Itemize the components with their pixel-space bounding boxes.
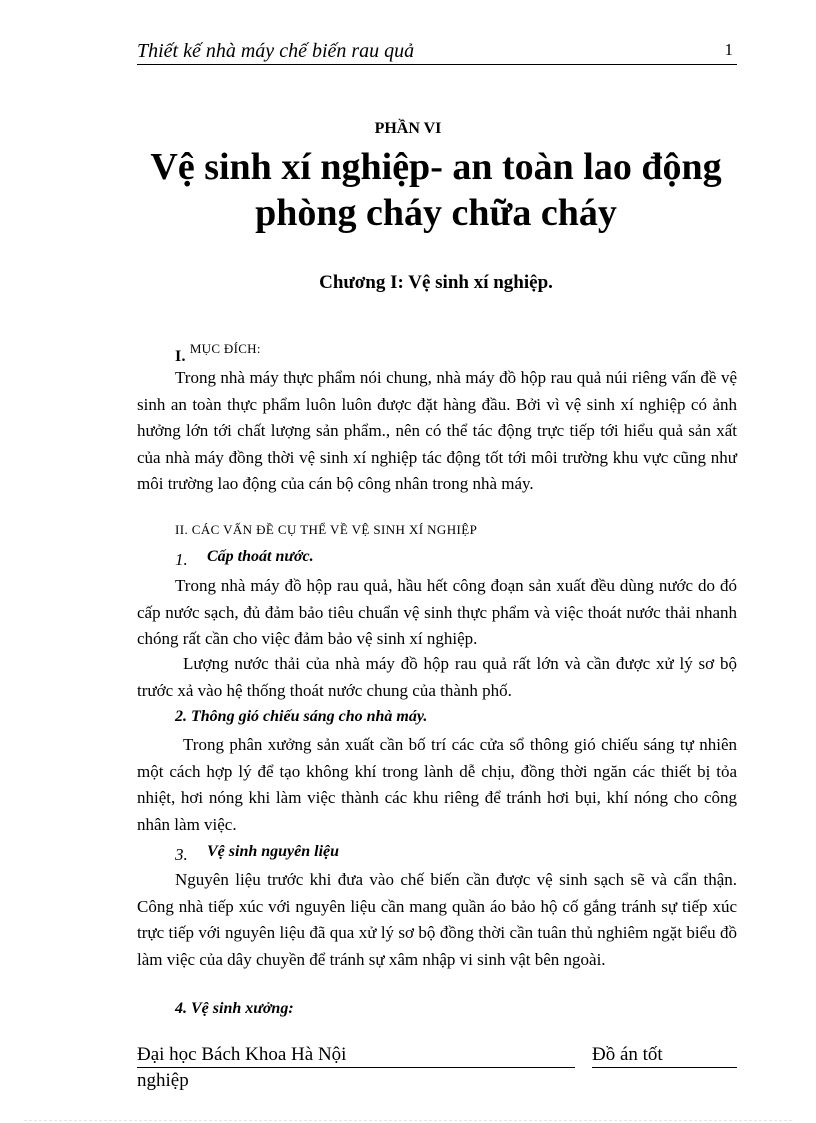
subsection-3-heading — [175, 841, 340, 864]
footer-continuation: nghiệp — [137, 1070, 189, 1091]
header-title: Thiết kế nhà máy chế biến rau quả — [137, 40, 415, 62]
subsection-1-paragraph-1: Trong nhà máy đồ hộp rau quả, hầu hết công đoạn sản xuất đều dùng nước do đó cấp nước sạch, đủ đảm bảo tiêu chuẩn vệ sinh thực phẩm và việc thoát nước thải nhanh chóng rất cần cho việc đảm bảo vệ sinh xí nghiệp. — [137, 576, 737, 648]
section-1-title: MỤC ĐÍCH: — [189, 341, 261, 356]
subsection-3-number: 3. — [175, 845, 188, 864]
subsection-1-paragraph-2: Lượng nước thải của nhà máy đồ hộp rau quả rất lớn và cần được xử lý sơ bộ trước xả vào hệ thống thoát nước chung của thành phố. — [137, 654, 737, 700]
footer-project: Đồ án tốt — [592, 1044, 737, 1068]
chapter-title: Chương I: Vệ sinh xí nghiệp. — [319, 272, 553, 293]
section-1-body: Trong nhà máy thực phẩm nói chung, nhà máy đồ hộp rau quả núi riêng vấn đề vệ sinh an toàn thực phẩm luôn luôn được đặt hàng đầu. Bởi vì vệ sinh xí nghiệp có ảnh hưởng lớn tới chất lượng sản phẩm., nên có thể tác động trực tiếp tới hiểu quả sản xất của nhà máy đồng thời vệ sinh xí nghiệp tác động tốt tới môi trường khu vực cũng như môi trường lao động của cán bộ công nhân trong nhà máy. — [137, 368, 737, 493]
subsection-3-title: Vệ sinh nguyên liệu — [207, 843, 340, 860]
subsection-1-number: 1. — [175, 550, 188, 569]
subsection-1-title: Cấp thoát nước. — [207, 548, 314, 565]
page-break-divider — [24, 1120, 792, 1121]
part-label: PHẦN VI — [374, 120, 442, 137]
subsection-4-heading: 4. Vệ sinh xưởng: — [175, 1000, 294, 1017]
subsection-3-paragraph: Nguyên liệu trước khi đưa vào chế biến cần được vệ sinh sạch sẽ và cẩn thận. Công nhà tiếp xúc với nguyên liệu cần mang quần áo bảo hộ cố gắng tránh sự tiếp xúc trực tiếp với nguyên liệu đã qua xử lý sơ bộ đồng thời cần tuân thủ nghiêm ngặt biểu đồ làm việc của dây chuyền để tránh sự xâm nhập vi sinh vật bên ngoài. — [137, 870, 737, 969]
section-1-heading — [175, 340, 261, 365]
subsection-2-heading: 2. Thông gió chiếu sáng cho nhà máy. — [175, 708, 428, 725]
subsection-2-paragraph: Trong phân xưởng sản xuất cần bố trí các cửa sổ thông gió chiếu sáng tự nhiên một cách hợp lý để tạo không khí trong lành dễ chịu, đồng thời ngăn các thiết bị tỏa nhiệt, hơi nóng khi làm việc thành các khu riêng để tránh hơi bụi, khí nóng cho công nhân làm việc. — [137, 735, 737, 834]
footer-university: Đại học Bách Khoa Hà Nội — [137, 1044, 575, 1068]
main-title — [0, 144, 816, 236]
section-1-number: I. — [175, 348, 186, 365]
main-title-line-2: phòng cháy chữa cháy — [255, 192, 617, 234]
page-header — [137, 38, 737, 65]
main-title-line-1: Vệ sinh xí nghiệp- an toàn lao động — [150, 146, 722, 188]
page-number: 1 — [724, 40, 733, 59]
section-2-heading: II. CÁC VẤN ĐỀ CỤ THỂ VỀ VỆ SINH XÍ NGHIỆP — [175, 522, 478, 537]
subsection-1-heading — [175, 546, 314, 569]
